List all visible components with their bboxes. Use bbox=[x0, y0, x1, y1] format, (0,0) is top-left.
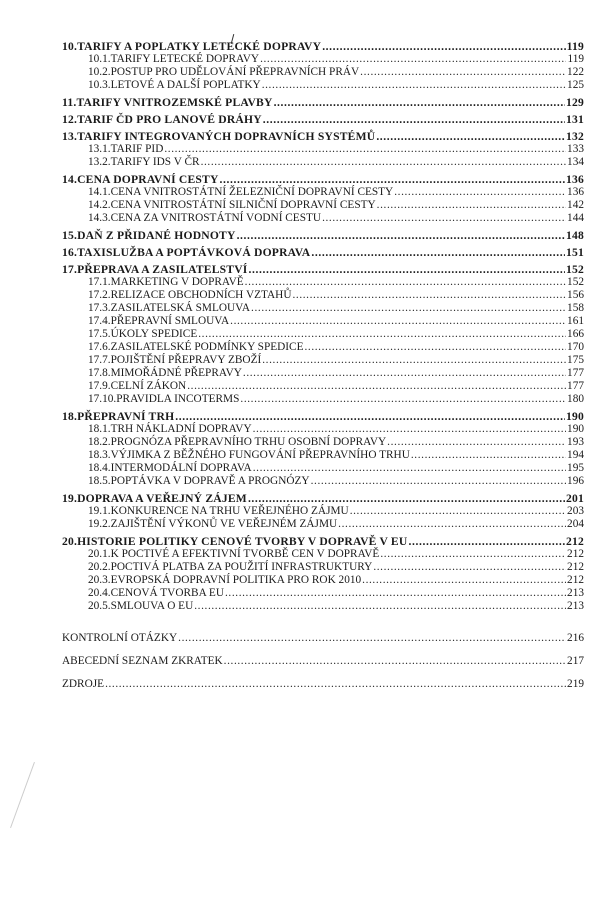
toc-number: 20.1. bbox=[88, 548, 111, 560]
toc-number: 20.2. bbox=[88, 561, 111, 573]
dot-leader bbox=[274, 96, 565, 109]
toc-section bbox=[62, 423, 584, 436]
toc-page-number: 156 bbox=[567, 289, 584, 301]
toc-page-number: 125 bbox=[567, 79, 584, 91]
toc-backmatter bbox=[62, 675, 584, 693]
toc-title: CENA VNITROSTÁTNÍ SILNIČNÍ DOPRAVNÍ CESTY bbox=[110, 199, 376, 211]
toc-chapter bbox=[62, 410, 584, 423]
toc-title: EVROPSKÁ DOPRAVNÍ POLITIKA PRO ROK 2010 bbox=[110, 574, 362, 586]
dot-leader bbox=[304, 341, 566, 354]
toc-section bbox=[62, 302, 584, 315]
toc-number: 20.4. bbox=[88, 587, 111, 599]
toc-title: K POCTIVÉ A EFEKTIVNÍ TVORBĚ CEN V DOPRAVĚ bbox=[110, 548, 380, 560]
dot-leader bbox=[164, 143, 566, 156]
toc-number: 14.1. bbox=[88, 186, 111, 198]
toc-section bbox=[62, 79, 584, 92]
toc-title: PŘEPRAVA A ZASILATELSTVÍ bbox=[77, 263, 248, 276]
toc-number: 11. bbox=[62, 96, 77, 109]
toc-page-number: 203 bbox=[567, 505, 584, 517]
toc-title: TARIFY A POPLATKY LETECKÉ DOPRAVY bbox=[77, 40, 322, 53]
toc-number: 18. bbox=[62, 410, 78, 423]
toc-number: 15. bbox=[62, 229, 78, 242]
toc-number: 18.3. bbox=[88, 449, 111, 461]
toc-page-number: 194 bbox=[567, 449, 584, 461]
toc-number: 17.1. bbox=[88, 276, 111, 288]
toc-section bbox=[62, 156, 584, 169]
toc-page-number: 158 bbox=[567, 302, 584, 314]
toc-backmatter bbox=[62, 652, 584, 670]
toc-section bbox=[62, 393, 584, 406]
toc-section bbox=[62, 587, 584, 600]
dot-leader bbox=[175, 410, 565, 423]
toc-number: 14.3. bbox=[88, 212, 111, 224]
toc-title: ZAJIŠTĚNÍ VÝKONŮ VE VEŘEJNÉM ZÁJMU bbox=[110, 518, 338, 530]
toc-chapter bbox=[62, 246, 584, 259]
toc-title: CELNÍ ZÁKON bbox=[110, 380, 187, 392]
toc-number: 19. bbox=[62, 492, 78, 505]
toc-title: ABECEDNÍ SEZNAM ZKRATEK bbox=[62, 655, 223, 667]
toc-page-number: 213 bbox=[567, 600, 584, 612]
toc-number: 18.2. bbox=[88, 436, 111, 448]
toc-title: DAŇ Z PŘIDANÉ HODNOTY bbox=[77, 229, 236, 242]
toc-chapter bbox=[62, 96, 584, 109]
toc-section bbox=[62, 199, 584, 212]
toc-title: VÝJIMKA Z BĚŽNÉHO FUNGOVÁNÍ PŘEPRAVNÍHO TRHU bbox=[110, 449, 410, 461]
toc-title: CENA VNITROSTÁTNÍ ŽELEZNIČNÍ DOPRAVNÍ CESTY bbox=[110, 186, 394, 198]
toc-number: 17.9. bbox=[88, 380, 111, 392]
toc-page-number: 180 bbox=[567, 393, 584, 405]
dot-leader bbox=[105, 675, 566, 693]
table-of-contents bbox=[62, 40, 584, 693]
toc-page-number: 119 bbox=[567, 53, 584, 65]
toc-section bbox=[62, 53, 584, 66]
dot-leader bbox=[225, 587, 566, 600]
toc-number: 10.2. bbox=[88, 66, 111, 78]
toc-section bbox=[62, 462, 584, 475]
toc-section bbox=[62, 212, 584, 225]
toc-page-number: 136 bbox=[566, 173, 584, 186]
toc-chapter bbox=[62, 229, 584, 242]
toc-page-number: 193 bbox=[567, 436, 584, 448]
toc-number: 13. bbox=[62, 130, 78, 143]
toc-page-number: 161 bbox=[567, 315, 584, 327]
toc-chapter bbox=[62, 492, 584, 505]
toc-page-number: 177 bbox=[567, 367, 584, 379]
toc-title: TARIFY LETECKÉ DOPRAVY bbox=[110, 53, 260, 65]
toc-number: 18.4. bbox=[88, 462, 111, 474]
toc-chapter bbox=[62, 263, 584, 276]
dot-leader bbox=[253, 462, 566, 475]
toc-number: 20.5. bbox=[88, 600, 111, 612]
toc-number: 10. bbox=[62, 40, 78, 53]
toc-title: MIMOŘÁDNÉ PŘEPRAVY bbox=[110, 367, 242, 379]
toc-number: 14.2. bbox=[88, 199, 111, 211]
toc-backmatter bbox=[62, 629, 584, 647]
toc-section bbox=[62, 380, 584, 393]
toc-title: CENA ZA VNITROSTÁTNÍ VODNÍ CESTU bbox=[110, 212, 322, 224]
dot-leader bbox=[263, 113, 565, 126]
toc-number: 13.2. bbox=[88, 156, 111, 168]
toc-title: DOPRAVA A VEŘEJNÝ ZÁJEM bbox=[77, 492, 247, 505]
toc-title: TARIF ČD PRO LANOVÉ DRÁHY bbox=[77, 113, 262, 126]
toc-number: 17.7. bbox=[88, 354, 111, 366]
dot-leader bbox=[237, 229, 565, 242]
dot-leader bbox=[201, 156, 566, 169]
toc-number: 10.3. bbox=[88, 79, 111, 91]
dot-leader bbox=[362, 574, 566, 587]
toc-title: PRAVIDLA INCOTERMS bbox=[116, 393, 240, 405]
toc-section bbox=[62, 186, 584, 199]
dot-leader bbox=[311, 475, 566, 488]
toc-section bbox=[62, 518, 584, 531]
toc-title: ZASILATELSKÁ SMLOUVA bbox=[110, 302, 251, 314]
toc-section bbox=[62, 600, 584, 613]
dot-leader bbox=[322, 212, 566, 225]
toc-chapter bbox=[62, 113, 584, 126]
toc-section bbox=[62, 574, 584, 587]
toc-number: 18.5. bbox=[88, 475, 111, 487]
dot-leader bbox=[187, 380, 566, 393]
toc-title: PŘEPRAVNÍ TRH bbox=[77, 410, 175, 423]
toc-section bbox=[62, 143, 584, 156]
toc-number: 17.8. bbox=[88, 367, 111, 379]
toc-page-number: 166 bbox=[567, 328, 584, 340]
toc-number: 20. bbox=[62, 535, 78, 548]
dot-leader bbox=[262, 79, 566, 92]
dot-leader bbox=[376, 130, 565, 143]
toc-page-number: 152 bbox=[566, 263, 584, 276]
toc-number: 10.1. bbox=[88, 53, 111, 65]
toc-number: 17. bbox=[62, 263, 78, 276]
dot-leader bbox=[245, 276, 566, 289]
toc-number: 17.5. bbox=[88, 328, 111, 340]
toc-page-number: 217 bbox=[567, 655, 584, 667]
toc-title: TARIFY INTEGROVANÝCH DOPRAVNÍCH SYSTÉMŮ bbox=[77, 130, 376, 143]
dot-leader bbox=[360, 66, 566, 79]
toc-page-number: 212 bbox=[567, 548, 584, 560]
toc-number: 17.2. bbox=[88, 289, 111, 301]
toc-section bbox=[62, 289, 584, 302]
dot-leader bbox=[251, 302, 566, 315]
toc-page-number: 204 bbox=[567, 518, 584, 530]
toc-chapter bbox=[62, 130, 584, 143]
toc-section bbox=[62, 328, 584, 341]
dot-leader bbox=[243, 367, 566, 380]
toc-title: TARIFY IDS V ČR bbox=[110, 156, 200, 168]
toc-number: 19.1. bbox=[88, 505, 111, 517]
toc-section bbox=[62, 436, 584, 449]
dot-leader bbox=[311, 246, 565, 259]
dot-leader bbox=[338, 518, 566, 531]
dot-leader bbox=[380, 548, 566, 561]
toc-title: ÚKOLY SPEDICE bbox=[110, 328, 198, 340]
dot-leader bbox=[249, 263, 566, 276]
toc-title: PROGNÓZA PŘEPRAVNÍHO TRHU OSOBNÍ DOPRAVY bbox=[110, 436, 387, 448]
toc-section bbox=[62, 475, 584, 488]
toc-title: MARKETING V DOPRAVĚ bbox=[110, 276, 244, 288]
toc-page-number: 133 bbox=[567, 143, 584, 155]
toc-section bbox=[62, 66, 584, 79]
toc-page-number: 216 bbox=[567, 632, 584, 644]
toc-section bbox=[62, 505, 584, 518]
toc-page-number: 142 bbox=[567, 199, 584, 211]
toc-page-number: 129 bbox=[566, 96, 584, 109]
toc-section bbox=[62, 561, 584, 574]
toc-title: KONKURENCE NA TRHU VEŘEJNÉHO ZÁJMU bbox=[110, 505, 349, 517]
dot-leader bbox=[194, 600, 566, 613]
toc-page-number: 175 bbox=[567, 354, 584, 366]
dot-leader bbox=[411, 449, 566, 462]
toc-section bbox=[62, 354, 584, 367]
toc-title: TRH NÁKLADNÍ DOPRAVY bbox=[110, 423, 252, 435]
toc-number: 17.10. bbox=[88, 393, 117, 405]
toc-title: TAXISLUŽBA A POPTÁVKOVÁ DOPRAVA bbox=[77, 246, 311, 259]
toc-page-number: 219 bbox=[567, 678, 584, 690]
toc-number: 17.4. bbox=[88, 315, 111, 327]
toc-title: LETOVÉ A DALŠÍ POPLATKY bbox=[110, 79, 261, 91]
dot-leader bbox=[230, 315, 566, 328]
toc-title: SMLOUVA O EU bbox=[110, 600, 194, 612]
toc-title: ZASILATELSKÉ PODMÍNKY SPEDICE bbox=[110, 341, 304, 353]
scan-edge-mark bbox=[10, 762, 35, 828]
toc-page-number: 212 bbox=[566, 535, 584, 548]
toc-title: KONTROLNÍ OTÁZKY bbox=[62, 632, 178, 644]
toc-page-number: 132 bbox=[566, 130, 584, 143]
toc-number: 12. bbox=[62, 113, 78, 126]
dot-leader bbox=[260, 53, 566, 66]
dot-leader bbox=[198, 328, 566, 341]
toc-page-number: 151 bbox=[566, 246, 584, 259]
dot-leader bbox=[240, 393, 566, 406]
dot-leader bbox=[373, 561, 566, 574]
toc-page-number: 201 bbox=[566, 492, 584, 505]
toc-number: 16. bbox=[62, 246, 78, 259]
dot-leader bbox=[408, 535, 565, 548]
toc-page-number: 213 bbox=[567, 587, 584, 599]
toc-section bbox=[62, 367, 584, 380]
toc-title: CENOVÁ TVORBA EU bbox=[110, 587, 224, 599]
toc-page-number: 195 bbox=[567, 462, 584, 474]
toc-page-number: 131 bbox=[566, 113, 584, 126]
toc-page-number: 152 bbox=[567, 276, 584, 288]
toc-number: 14. bbox=[62, 173, 78, 186]
dot-leader bbox=[350, 505, 566, 518]
toc-page-number: 148 bbox=[566, 229, 584, 242]
toc-number: 17.6. bbox=[88, 341, 111, 353]
dot-leader bbox=[292, 289, 566, 302]
toc-title: INTERMODÁLNÍ DOPRAVA bbox=[110, 462, 252, 474]
toc-title: ZDROJE bbox=[62, 678, 105, 690]
toc-page-number: 134 bbox=[567, 156, 584, 168]
toc-title: PŘEPRAVNÍ SMLOUVA bbox=[110, 315, 230, 327]
toc-page-number: 122 bbox=[567, 66, 584, 78]
toc-section bbox=[62, 276, 584, 289]
toc-chapter bbox=[62, 173, 584, 186]
toc-page-number: 190 bbox=[566, 410, 584, 423]
toc-title: POJIŠTĚNÍ PŘEPRAVY ZBOŽÍ bbox=[110, 354, 262, 366]
dot-leader bbox=[262, 354, 566, 367]
toc-chapter bbox=[62, 40, 584, 53]
toc-title: POCTIVÁ PLATBA ZA POUŽITÍ INFRASTRUKTURY bbox=[110, 561, 373, 573]
dot-leader bbox=[394, 186, 566, 199]
toc-page-number: 190 bbox=[567, 423, 584, 435]
dot-leader bbox=[253, 423, 566, 436]
toc-section bbox=[62, 341, 584, 354]
dot-leader bbox=[178, 629, 566, 647]
toc-number: 13.1. bbox=[88, 143, 111, 155]
toc-title: RELIZACE OBCHODNÍCH VZTAHŮ bbox=[110, 289, 292, 301]
toc-number: 19.2. bbox=[88, 518, 111, 530]
toc-title: POPTÁVKA V DOPRAVĚ A PROGNÓZY bbox=[110, 475, 310, 487]
dot-leader bbox=[224, 652, 566, 670]
dot-leader bbox=[387, 436, 566, 449]
dot-leader bbox=[248, 492, 565, 505]
toc-page-number: 170 bbox=[567, 341, 584, 353]
toc-title: POSTUP PRO UDĚLOVÁNÍ PŘEPRAVNÍCH PRÁV bbox=[110, 66, 360, 78]
toc-page-number: 119 bbox=[566, 40, 584, 53]
dot-leader bbox=[377, 199, 566, 212]
toc-title: CENA DOPRAVNÍ CESTY bbox=[77, 173, 219, 186]
toc-title: TARIF PID bbox=[110, 143, 164, 155]
toc-page-number: 196 bbox=[567, 475, 584, 487]
toc-title: HISTORIE POLITIKY CENOVÉ TVORBY V DOPRAVĚ V EU bbox=[77, 535, 408, 548]
toc-number: 17.3. bbox=[88, 302, 111, 314]
toc-page-number: 136 bbox=[567, 186, 584, 198]
toc-page-number: 177 bbox=[567, 380, 584, 392]
toc-number: 20.3. bbox=[88, 574, 111, 586]
toc-page-number: 212 bbox=[567, 574, 584, 586]
toc-section bbox=[62, 548, 584, 561]
toc-section bbox=[62, 315, 584, 328]
dot-leader bbox=[220, 173, 565, 186]
toc-title: TARIFY VNITROZEMSKÉ PLAVBY bbox=[76, 96, 273, 109]
dot-leader bbox=[322, 40, 565, 53]
toc-number: 18.1. bbox=[88, 423, 111, 435]
toc-chapter bbox=[62, 535, 584, 548]
toc-section bbox=[62, 449, 584, 462]
toc-page-number: 144 bbox=[567, 212, 584, 224]
toc-page-number: 212 bbox=[567, 561, 584, 573]
